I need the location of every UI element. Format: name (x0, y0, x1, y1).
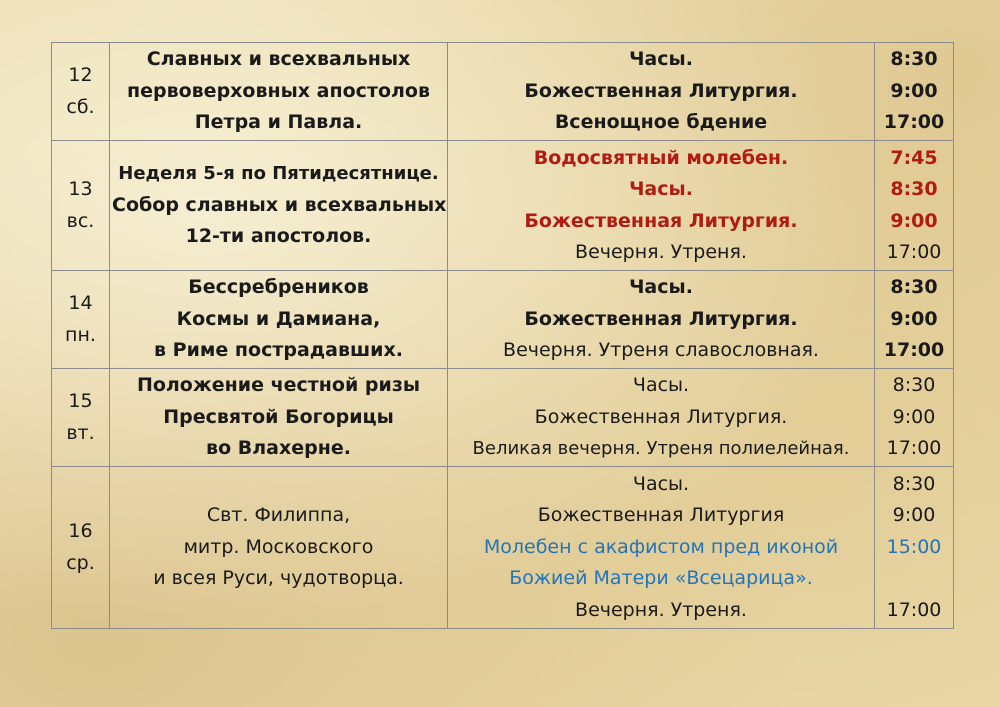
service-line: Часы. (629, 276, 693, 299)
feast-line: и всея Руси, чудотворца. (153, 567, 404, 590)
feast-line: Неделя 5-я по Пятидесятнице. (118, 163, 439, 185)
service-time: 17:00 (883, 339, 945, 362)
feast-line: Петра и Павла. (194, 111, 363, 134)
feast-line: 12-ти апостолов. (185, 225, 372, 248)
service-time: 17:00 (883, 111, 945, 134)
service-cell (448, 141, 875, 271)
weekday: пн. (65, 323, 96, 346)
service-cell (448, 467, 875, 629)
service-cell (448, 43, 875, 141)
service-time: 8:30 (892, 374, 936, 397)
time-cell (875, 43, 954, 141)
service-cell (448, 271, 875, 369)
service-line: Великая вечерня. Утреня полиелейная. (472, 438, 850, 460)
date-cell (52, 271, 110, 369)
service-time: 8:30 (892, 472, 936, 495)
day-number: 12 (68, 64, 93, 86)
date-cell (52, 467, 110, 629)
service-time: 9:00 (892, 405, 936, 428)
time-cell (875, 467, 954, 629)
service-line: Вечерня. Утреня. (575, 241, 747, 263)
service-line: Божественная Литургия (537, 504, 785, 527)
date-cell (52, 141, 110, 271)
schedule-page (51, 42, 953, 629)
weekday: сб. (66, 95, 95, 118)
service-line: Вечерня. Утреня. (575, 598, 747, 621)
feast-cell (110, 141, 448, 271)
day-number: 15 (68, 390, 93, 412)
day-number: 14 (68, 292, 93, 314)
schedule-table (51, 42, 954, 629)
schedule-row-13 (52, 141, 954, 271)
feast-line: Положение честной ризы (136, 374, 421, 397)
service-time: 8:30 (890, 48, 938, 71)
feast-line: Бессребреников (188, 276, 369, 299)
time-cell (875, 141, 954, 271)
service-time: 17:00 (886, 437, 942, 460)
service-time: 17:00 (886, 598, 942, 621)
schedule-row-16 (52, 467, 954, 629)
date-cell (52, 369, 110, 467)
feast-line: Свт. Филиппа, (206, 504, 351, 527)
service-line: Божией Матери «Всецарица». (509, 567, 813, 590)
day-number: 16 (68, 520, 93, 542)
service-line: Часы. (629, 48, 693, 71)
service-line: Божественная Литургия. (524, 209, 798, 232)
service-line: Часы. (632, 374, 690, 397)
service-line: Всенощное бдение (554, 111, 768, 134)
schedule-row-14 (52, 271, 954, 369)
service-time: 9:00 (890, 209, 938, 232)
service-line: Божественная Литургия. (534, 405, 788, 428)
service-line: Вечерня. Утреня славословная. (503, 339, 819, 362)
service-line: Водосвятный молебен. (533, 146, 789, 169)
feast-cell (110, 271, 448, 369)
date-cell (52, 43, 110, 141)
service-cell (448, 369, 875, 467)
feast-line: Пресвятой Богорицы (163, 405, 394, 428)
service-line: Божественная Литургия. (524, 307, 798, 330)
service-time: 7:45 (890, 146, 938, 169)
feast-line: в Риме пострадавших. (154, 339, 403, 362)
schedule-row-12 (52, 43, 954, 141)
weekday: вт. (66, 421, 95, 444)
service-time: 15:00 (886, 535, 942, 558)
time-cell (875, 369, 954, 467)
time-cell (875, 271, 954, 369)
feast-cell (110, 467, 448, 629)
service-time (877, 563, 951, 595)
service-line: Часы. (632, 472, 690, 495)
schedule-row-15 (52, 369, 954, 467)
day-number: 13 (68, 178, 93, 200)
service-time: 8:30 (890, 178, 938, 200)
weekday: ср. (66, 551, 95, 574)
service-time: 9:00 (890, 79, 938, 102)
feast-line: Славных и всехвальных (146, 48, 411, 71)
feast-cell (110, 43, 448, 141)
feast-cell (110, 369, 448, 467)
service-time: 8:30 (890, 276, 938, 299)
service-line: Часы. (629, 178, 693, 200)
weekday: вс. (66, 209, 95, 232)
feast-line: Космы и Дамиана, (176, 307, 381, 330)
feast-line: Собор славных и всехвальных (112, 193, 447, 216)
service-time: 9:00 (892, 504, 936, 527)
service-line: Божественная Литургия. (524, 79, 798, 102)
feast-line: во Влахерне. (206, 437, 351, 460)
service-time: 9:00 (890, 307, 938, 330)
feast-line: первоверховных апостолов (126, 79, 431, 102)
service-line: Молебен с акафистом пред иконой (483, 535, 839, 558)
service-time: 17:00 (886, 241, 942, 263)
feast-line: митр. Московского (183, 535, 374, 558)
